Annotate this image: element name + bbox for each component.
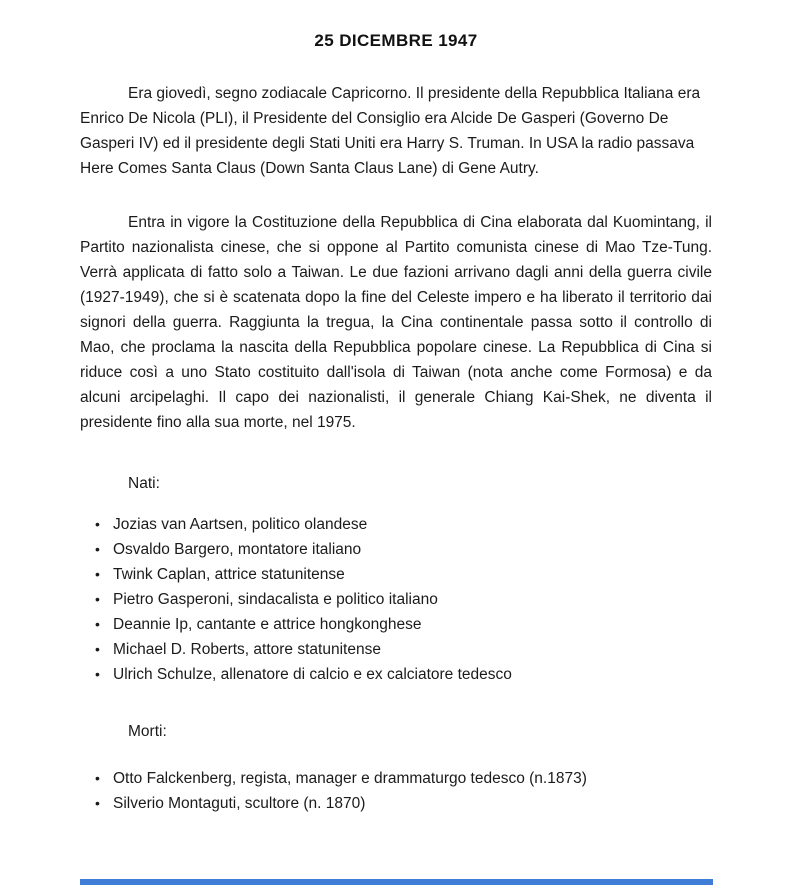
bullet-icon: •: [95, 795, 100, 811]
list-item-text: Ulrich Schulze, allenatore di calcio e ex calciatore tedesco: [113, 666, 512, 683]
list-item: [80, 766, 712, 791]
bullet-icon: •: [95, 616, 100, 632]
bullet-icon: •: [95, 566, 100, 582]
bullet-icon: •: [95, 770, 100, 786]
list-item: [80, 512, 712, 537]
list-item-text: Michael D. Roberts, attore statunitense: [113, 641, 381, 658]
list-item: [80, 637, 712, 662]
paragraph-event: Entra in vigore la Costituzione della Repubblica di Cina elaborata dal Kuomintang, il Partito nazionalista cinese, che si oppone al Partito comunista cinese di Mao Tze-Tung. Verrà applicata di fatto solo a Taiwan. Le due fazioni arrivano dagli anni della guerra civile (1927-1949), che si è scatenata dopo la fine del Celeste impero e ha liberato il territorio dai signori della guerra. Raggiunta la tregua, la Cina continentale passa sotto il controllo di Mao, che proclama la nascita della Repubblica popolare cinese. La Repubblica di Cina si riduce così a uno Stato costituito dall'isola di Taiwan (nota anche come Formosa) e da alcuni arcipelaghi. Il capo dei nazionalisti, il generale Chiang Kai-Shek, ne diventa il presidente fino alla sua morte, nel 1975.: [80, 214, 712, 431]
bullet-icon: •: [95, 541, 100, 557]
list-item-text: Silverio Montaguti, scultore (n. 1870): [113, 795, 366, 812]
list-item-text: Otto Falckenberg, regista, manager e drammaturgo tedesco (n.1873): [113, 770, 587, 787]
list-item-text: Jozias van Aartsen, politico olandese: [113, 516, 368, 533]
list-item-text: Deannie Ip, cantante e attrice hongkonghese: [113, 616, 422, 633]
paragraph-intro: Era giovedì, segno zodiacale Capricorno. Il presidente della Repubblica Italiana era Enrico De Nicola (PLI), il Presidente del Consiglio era Alcide De Gasperi (Governo De Gasperi IV) ed il presidente degli Stati Uniti era Harry S. Truman. In USA la radio passava Here Comes Santa Claus (Down Santa Claus Lane) di Gene Autry.: [80, 85, 701, 177]
list-item: [80, 562, 712, 587]
section-heading-nati: Nati:: [128, 475, 160, 492]
bullet-icon: •: [95, 641, 100, 657]
list-item: [80, 612, 712, 637]
deaths-list: [80, 766, 712, 816]
page-title: 25 DICEMBRE 1947: [314, 31, 478, 50]
bottom-accent-bar: [80, 879, 713, 885]
list-item-text: Twink Caplan, attrice statunitense: [113, 566, 345, 583]
bullet-icon: •: [95, 591, 100, 607]
list-item: [80, 587, 712, 612]
list-item-text: Osvaldo Bargero, montatore italiano: [113, 541, 362, 558]
born-list: [80, 512, 712, 687]
bullet-icon: •: [95, 516, 100, 532]
bullet-icon: •: [95, 666, 100, 682]
list-item-text: Pietro Gasperoni, sindacalista e politico italiano: [113, 591, 438, 608]
list-item: [80, 537, 712, 562]
section-heading-morti: Morti:: [128, 723, 167, 740]
list-item: [80, 662, 712, 687]
list-item: [80, 791, 712, 816]
